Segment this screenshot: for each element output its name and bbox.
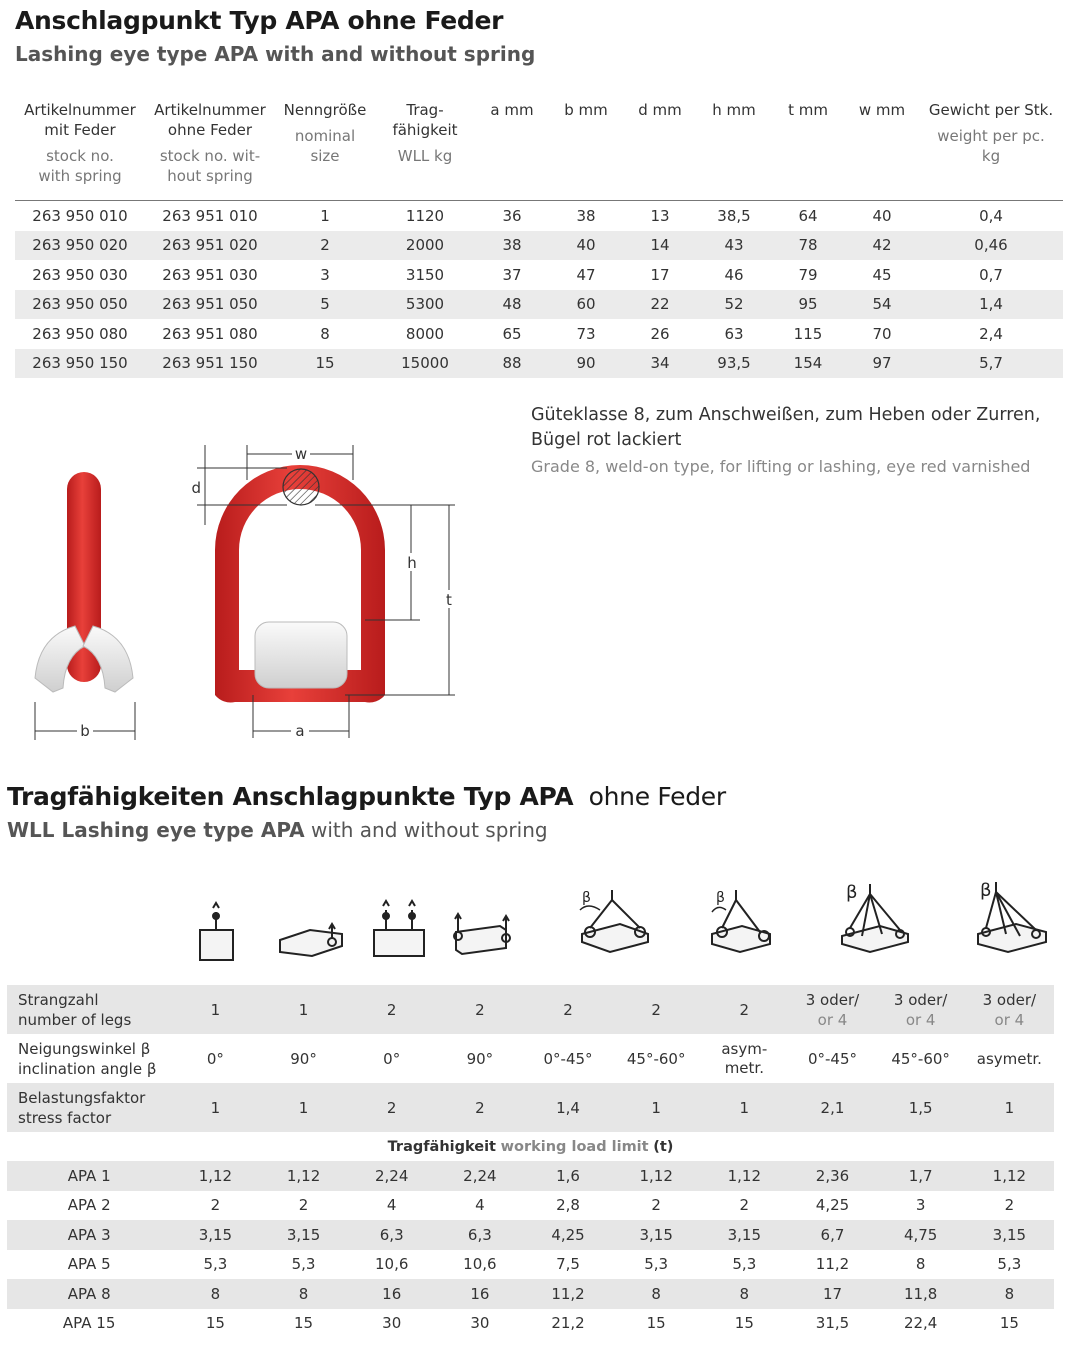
spec-cell: 47 xyxy=(576,265,596,284)
spec-cell: 79 xyxy=(798,265,818,284)
beta-label-4: β xyxy=(980,880,992,901)
spec-cell: 46 xyxy=(724,265,744,284)
wll-info-label xyxy=(7,1083,171,1132)
spec-col-header-de: Trag-fähigkeit xyxy=(392,101,458,139)
spec-row xyxy=(15,231,1063,261)
wll-info-cell: 45°-60° xyxy=(626,1049,686,1068)
wll-info-cell xyxy=(965,985,1054,1034)
spec-cell: 263 951 050 xyxy=(145,290,275,320)
spec-cell: 17 xyxy=(650,265,670,284)
spec-col-header-en: weight per pc. kg xyxy=(937,127,1045,165)
wll-info-cell-a: 3 oder/ xyxy=(982,990,1037,1009)
wll-subheader-unit: (t) xyxy=(653,1138,674,1155)
beta-label-1: β xyxy=(582,890,591,906)
spec-col-header-de: Artikelnummer mit Feder xyxy=(24,101,136,139)
wll-info-cell-a: 3 oder/ xyxy=(805,990,860,1009)
spec-cell: 42 xyxy=(845,231,919,261)
spec-cell: 5300 xyxy=(375,290,475,320)
sling-icon-double-90 xyxy=(454,914,510,954)
section2-subtitle: WLL Lashing eye type APA with and without spring xyxy=(7,818,548,842)
spec-cell: 8 xyxy=(320,324,330,343)
wll-info-cell: 1 xyxy=(612,1083,700,1132)
spec-cell: 1,4 xyxy=(919,290,1063,320)
wll-info-label xyxy=(7,985,171,1034)
sling-icon-single-90 xyxy=(280,924,342,956)
wll-cell: 3,15 xyxy=(171,1220,259,1250)
spec-cell: 14 xyxy=(623,231,697,261)
wll-cell: 2 xyxy=(1004,1196,1015,1215)
wll-cell: 4,25 xyxy=(524,1220,612,1250)
wll-cell: 8 xyxy=(612,1279,700,1309)
spec-row xyxy=(15,349,1063,379)
spec-cell: 3 xyxy=(320,265,330,284)
wll-cell: 6,3 xyxy=(348,1220,436,1250)
spec-row xyxy=(15,319,1063,349)
spec-cell: 263 951 080 xyxy=(162,324,258,343)
wll-cell: 2,8 xyxy=(556,1196,580,1215)
beta-label-3: β xyxy=(846,882,858,903)
wll-row xyxy=(7,1220,1054,1250)
spec-cell: 5 xyxy=(275,290,375,320)
wll-row xyxy=(7,1250,1054,1280)
spec-col-header-de: t mm xyxy=(788,101,828,119)
wll-cell: 8 xyxy=(259,1279,347,1309)
spec-cell: 65 xyxy=(502,324,522,343)
spec-cell: 1120 xyxy=(405,206,445,225)
page-title: Anschlagpunkt Typ APA ohne Feder xyxy=(15,6,504,35)
dim-label-b: b xyxy=(80,722,90,740)
wll-cell: 15 xyxy=(205,1314,225,1333)
dim-label-h: h xyxy=(407,554,417,572)
wll-cell: 1,12 xyxy=(700,1161,788,1191)
wll-cell: 2 xyxy=(651,1196,661,1215)
spec-cell: 40 xyxy=(549,231,623,261)
wll-cell: 3,15 xyxy=(700,1220,788,1250)
spec-cell: 22 xyxy=(623,290,697,320)
wll-cell: 8 xyxy=(915,1255,926,1274)
wll-cell: 6,7 xyxy=(788,1220,876,1250)
wll-cell: 1,7 xyxy=(877,1161,965,1191)
spec-cell: 97 xyxy=(845,349,919,379)
product-drawing xyxy=(25,440,465,750)
wll-info-cell xyxy=(788,985,876,1034)
wll-cell: 7,5 xyxy=(556,1255,580,1274)
wll-cell: 3 xyxy=(915,1196,926,1215)
wll-row-label: APA 1 xyxy=(7,1161,171,1191)
wll-info-cell: 0°-45° xyxy=(543,1049,593,1068)
spec-table xyxy=(15,100,1063,378)
spec-cell: 5,7 xyxy=(919,349,1063,379)
spec-cell: 115 xyxy=(793,324,823,343)
wll-cell: 16 xyxy=(436,1279,524,1309)
wll-info-cell xyxy=(700,1034,788,1083)
page-subtitle: Lashing eye type APA with and without spring xyxy=(15,42,536,66)
spec-col-header xyxy=(549,100,623,201)
spec-cell: 263 950 050 xyxy=(15,290,145,320)
wll-row xyxy=(7,1279,1054,1309)
wll-cell: 10,6 xyxy=(375,1255,409,1274)
spec-cell: 263 951 150 xyxy=(145,349,275,379)
wll-cell: 5,3 xyxy=(997,1255,1022,1274)
wll-info-cell: 2 xyxy=(700,985,788,1034)
spec-col-header-de: a mm xyxy=(490,101,534,119)
wll-cell: 5,3 xyxy=(291,1255,316,1274)
wll-info-cell: 45°-60° xyxy=(891,1049,950,1068)
wll-info-cell: 1 xyxy=(171,985,259,1034)
sling-icon-double-vertical xyxy=(374,901,424,956)
spec-cell: 60 xyxy=(549,290,623,320)
wll-info-cell: 2 xyxy=(436,985,524,1034)
wll-info-cell-b: or 4 xyxy=(905,1010,936,1029)
spec-cell: 38,5 xyxy=(717,206,751,225)
wll-subheader-de: Tragfähigkeit xyxy=(387,1138,496,1155)
wll-info-cell: asymetr. xyxy=(976,1049,1042,1068)
wll-cell: 2,24 xyxy=(348,1161,436,1191)
wll-cell: 31,5 xyxy=(815,1314,850,1333)
description-de: Güteklasse 8, zum Anschweißen, zum Heben oder Zurren, Bügel rot lackiert xyxy=(531,405,1041,450)
wll-cell: 11,2 xyxy=(524,1279,612,1309)
wll-info-cell: 1 xyxy=(700,1083,788,1132)
spec-col-header-de: Nenngröße xyxy=(283,101,367,119)
wll-row-label: APA 2 xyxy=(67,1196,111,1215)
wll-cell: 15 xyxy=(294,1314,314,1333)
spec-col-header-de: b mm xyxy=(564,101,608,119)
wll-info-cell: 0° xyxy=(383,1049,401,1068)
wll-cell: 15 xyxy=(646,1314,666,1333)
wll-info-cell: 2,1 xyxy=(788,1083,876,1132)
wll-cell: 1,12 xyxy=(612,1161,700,1191)
spec-col-header-de: Gewicht per Stk. xyxy=(928,101,1054,119)
wll-cell: 2 xyxy=(298,1196,309,1215)
wll-info-cell: 2 xyxy=(524,985,612,1034)
wll-cell: 2,24 xyxy=(436,1161,524,1191)
spec-cell: 95 xyxy=(771,290,845,320)
dim-label-a: a xyxy=(295,722,305,740)
sling-icon-single-vertical xyxy=(200,903,233,960)
spec-cell: 263 950 020 xyxy=(15,231,145,261)
wll-info-cell: 2 xyxy=(348,985,436,1034)
wll-cell: 15 xyxy=(999,1314,1019,1333)
spec-cell: 37 xyxy=(502,265,522,284)
wll-cell: 2 xyxy=(739,1196,750,1215)
spec-col-header xyxy=(697,100,771,201)
wll-cell: 3,15 xyxy=(965,1220,1054,1250)
wll-row xyxy=(7,1191,1054,1221)
wll-cell: 21,2 xyxy=(551,1314,585,1333)
wll-info-cell: 90° xyxy=(290,1049,317,1068)
wll-cell: 1,12 xyxy=(965,1161,1054,1191)
spec-cell: 263 951 030 xyxy=(162,265,258,284)
spec-cell: 2 xyxy=(275,231,375,261)
wll-row-label: APA 8 xyxy=(7,1279,171,1309)
wll-table xyxy=(7,985,1054,1338)
wll-cell: 3,15 xyxy=(259,1220,347,1250)
dim-label-w: w xyxy=(294,445,308,463)
wll-info-label-en: inclination angle β xyxy=(18,1059,157,1078)
wll-info-label-de: Belastungsfaktor xyxy=(18,1088,146,1107)
spec-cell: 36 xyxy=(502,206,522,225)
spec-col-header xyxy=(475,100,549,201)
spec-cell: 3150 xyxy=(405,265,445,284)
spec-cell: 90 xyxy=(549,349,623,379)
spec-cell: 263 951 020 xyxy=(145,231,275,261)
description-en: Grade 8, weld-on type, for lifting or lashing, eye red varnished xyxy=(531,457,1031,476)
wll-cell: 30 xyxy=(470,1314,490,1333)
wll-info-cell: 0°-45° xyxy=(807,1049,857,1068)
wll-cell: 4,25 xyxy=(815,1196,850,1215)
wll-cell: 30 xyxy=(382,1314,402,1333)
beta-label-2: β xyxy=(716,890,725,906)
spec-cell: 70 xyxy=(872,324,892,343)
spec-cell: 63 xyxy=(724,324,744,343)
wll-subheader xyxy=(7,1132,1054,1161)
wll-info-cell: 1 xyxy=(965,1083,1054,1132)
wll-row xyxy=(7,1161,1054,1191)
wll-info-row-legs xyxy=(7,985,1054,1034)
wll-row xyxy=(7,1309,1054,1339)
spec-cell: 88 xyxy=(475,349,549,379)
wll-cell: 2,36 xyxy=(788,1161,876,1191)
spec-col-header xyxy=(623,100,697,201)
dim-label-d: d xyxy=(191,479,201,497)
spec-col-header xyxy=(919,100,1063,201)
wll-info-cell: 0° xyxy=(206,1049,224,1068)
spec-cell: 52 xyxy=(697,290,771,320)
spec-col-header xyxy=(145,100,275,201)
spec-row xyxy=(15,290,1063,320)
wll-info-label-en: number of legs xyxy=(18,1010,132,1029)
wll-info-label-en: stress factor xyxy=(18,1108,112,1127)
spec-cell: 93,5 xyxy=(697,349,771,379)
spec-col-header xyxy=(375,100,475,201)
spec-cell: 0,46 xyxy=(919,231,1063,261)
spec-row xyxy=(15,201,1063,231)
spec-cell: 45 xyxy=(872,265,892,284)
wll-info-cell xyxy=(877,985,965,1034)
wll-cell: 4,75 xyxy=(877,1220,965,1250)
wll-info-cell-b: or 4 xyxy=(994,1010,1025,1029)
wll-info-cell-text: asym-metr. xyxy=(721,1039,768,1077)
spec-col-header-en: stock no. with spring xyxy=(38,147,122,185)
wll-cell: 17 xyxy=(788,1279,876,1309)
wll-info-row-angle xyxy=(7,1034,1054,1083)
wll-cell: 10,6 xyxy=(463,1255,497,1274)
wll-subheader-row xyxy=(7,1132,1054,1161)
wll-cell: 5,3 xyxy=(203,1255,228,1274)
wll-cell: 1,12 xyxy=(171,1161,259,1191)
wll-cell: 4 xyxy=(386,1196,397,1215)
wll-info-cell: 1 xyxy=(259,1083,347,1132)
wll-subheader-en: working load limit xyxy=(500,1138,649,1155)
spec-cell: 0,4 xyxy=(979,206,1003,225)
spec-cell: 13 xyxy=(650,206,670,225)
spec-cell: 15000 xyxy=(375,349,475,379)
spec-col-header-de: d mm xyxy=(638,101,682,119)
spec-cell: 263 950 080 xyxy=(32,324,128,343)
wll-cell: 16 xyxy=(348,1279,436,1309)
spec-col-header xyxy=(845,100,919,201)
wll-cell: 2 xyxy=(210,1196,221,1215)
wll-cell: 15 xyxy=(734,1314,754,1333)
wll-info-cell: 1 xyxy=(171,1083,259,1132)
spec-col-header-en: nominal size xyxy=(294,127,356,165)
spec-cell: 54 xyxy=(845,290,919,320)
spec-cell: 263 951 010 xyxy=(162,206,258,225)
spec-cell: 263 950 150 xyxy=(15,349,145,379)
wll-info-cell: 90° xyxy=(466,1049,494,1068)
spec-cell: 154 xyxy=(771,349,845,379)
spec-cell: 38 xyxy=(576,206,596,225)
wll-info-cell: 1,4 xyxy=(524,1083,612,1132)
spec-cell: 0,7 xyxy=(979,265,1003,284)
wll-cell: 4 xyxy=(475,1196,485,1215)
wll-info-label-de: Strangzahl xyxy=(18,990,99,1009)
spec-cell: 2,4 xyxy=(979,324,1003,343)
sling-icons-row xyxy=(170,872,1060,980)
spec-row xyxy=(15,260,1063,290)
wll-cell: 11,2 xyxy=(815,1255,850,1274)
front-view xyxy=(191,445,457,740)
wll-info-row-stress xyxy=(7,1083,1054,1132)
spec-cell: 43 xyxy=(697,231,771,261)
wll-info-cell: 2 xyxy=(348,1083,436,1132)
wll-cell: 1,6 xyxy=(524,1161,612,1191)
wll-row-label: APA 15 xyxy=(62,1314,116,1333)
spec-cell: 34 xyxy=(623,349,697,379)
wll-info-cell-a: 3 oder/ xyxy=(893,990,948,1009)
spec-cell: 38 xyxy=(475,231,549,261)
spec-col-header xyxy=(275,100,375,201)
spec-col-header-de: h mm xyxy=(712,101,756,119)
spec-cell: 64 xyxy=(798,206,818,225)
spec-cell: 1 xyxy=(320,206,330,225)
wll-cell: 6,3 xyxy=(436,1220,524,1250)
wll-cell: 5,3 xyxy=(732,1255,757,1274)
section2-title: Tragfähigkeiten Anschlagpunkte Typ APA ohne Feder xyxy=(7,782,726,811)
wll-row-label: APA 3 xyxy=(7,1220,171,1250)
spec-cell: 2000 xyxy=(375,231,475,261)
wll-row-label: APA 5 xyxy=(67,1255,111,1274)
spec-col-header xyxy=(15,100,145,201)
wll-cell: 3,15 xyxy=(612,1220,700,1250)
wll-info-cell: 2 xyxy=(436,1083,524,1132)
wll-info-cell: 1 xyxy=(259,985,347,1034)
spec-col-header-de: Artikelnummer ohne Feder xyxy=(154,101,266,139)
wll-info-cell: 2 xyxy=(612,985,700,1034)
spec-col-header-de: w mm xyxy=(858,101,906,119)
wll-cell: 8 xyxy=(171,1279,259,1309)
wll-info-cell: 1,5 xyxy=(877,1083,965,1132)
spec-col-header-en: WLL kg xyxy=(397,147,453,165)
side-view xyxy=(35,472,135,740)
spec-cell: 73 xyxy=(576,324,596,343)
wll-cell: 1,12 xyxy=(259,1161,347,1191)
wll-cell: 5,3 xyxy=(644,1255,669,1274)
wll-cell: 11,8 xyxy=(877,1279,965,1309)
dim-label-t: t xyxy=(446,591,452,609)
spec-cell: 40 xyxy=(872,206,892,225)
spec-cell: 15 xyxy=(275,349,375,379)
wll-info-label xyxy=(7,1034,171,1083)
spec-cell: 78 xyxy=(771,231,845,261)
wll-cell: 8 xyxy=(700,1279,788,1309)
wll-info-label-de: Neigungswinkel β xyxy=(18,1039,151,1058)
spec-col-header xyxy=(771,100,845,201)
spec-cell: 26 xyxy=(650,324,670,343)
wll-cell: 22,4 xyxy=(903,1314,938,1333)
wll-info-cell-b: or 4 xyxy=(817,1010,848,1029)
spec-cell: 48 xyxy=(475,290,549,320)
wll-cell: 8 xyxy=(965,1279,1054,1309)
spec-cell: 8000 xyxy=(405,324,445,343)
spec-cell: 263 950 030 xyxy=(32,265,128,284)
spec-cell: 263 950 010 xyxy=(32,206,128,225)
spec-col-header-en: stock no. wit-hout spring xyxy=(159,147,261,185)
